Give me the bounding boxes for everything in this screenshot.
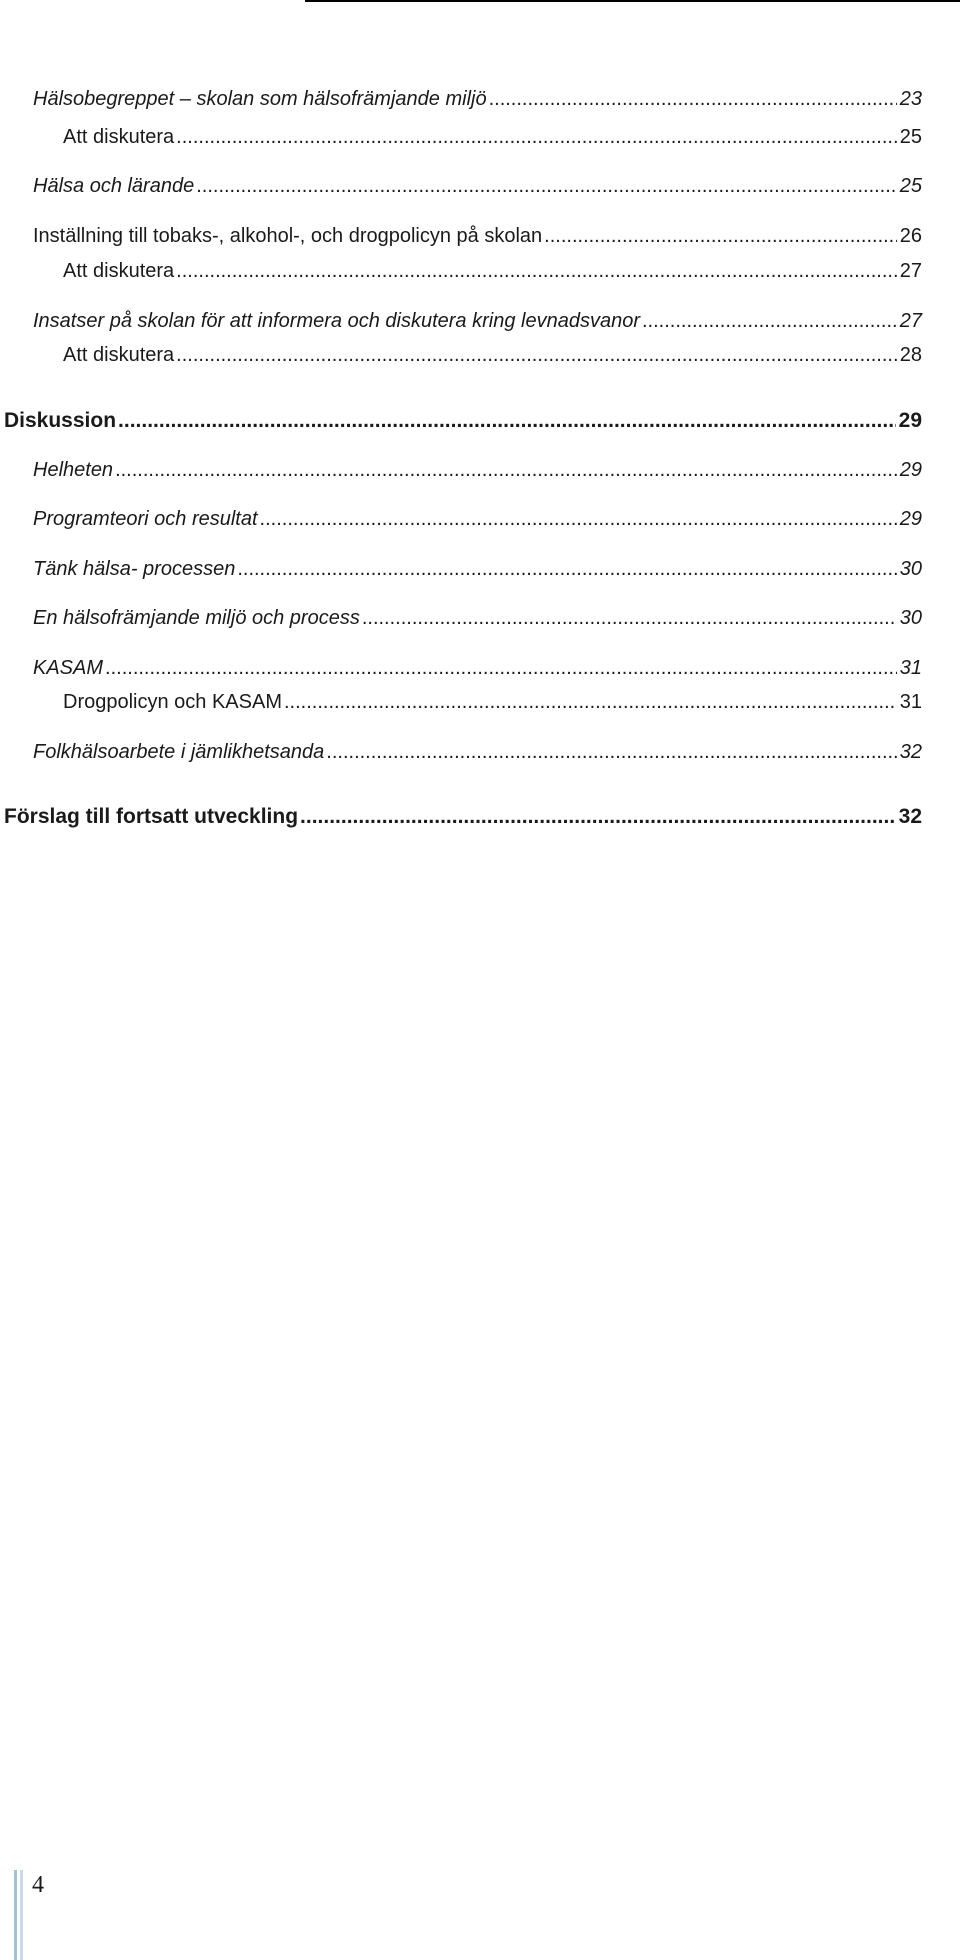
toc-entry[interactable]: [33, 742, 922, 762]
toc-entry-title: Helheten: [33, 459, 114, 481]
toc-entry-page: 25: [899, 175, 922, 197]
footer-accent-stripe: [14, 1870, 17, 1960]
toc-entry[interactable]: [4, 410, 922, 431]
toc-entry-title: Folkhälsoarbete i jämlikhetsanda: [33, 741, 325, 763]
toc-entry-title: Programteori och resultat: [33, 508, 258, 530]
toc-leader: [176, 261, 897, 281]
toc-entry-title: Drogpolicyn och KASAM: [63, 691, 282, 713]
toc-leader: [544, 226, 897, 246]
toc-entry-page: 27: [899, 260, 922, 282]
toc-entry[interactable]: [63, 692, 922, 712]
footer-accent-stripe: [20, 1870, 23, 1960]
toc-entry[interactable]: [33, 226, 922, 246]
toc-entry-page: 25: [899, 126, 922, 148]
toc-entry-page: 31: [899, 657, 922, 679]
toc-leader: [284, 692, 897, 712]
toc-entry-title: Diskussion: [4, 409, 117, 432]
toc-entry[interactable]: [33, 559, 922, 579]
toc-entry-page: 32: [899, 741, 922, 763]
toc-entry[interactable]: [63, 261, 922, 281]
toc-entry-page: 29: [899, 508, 922, 530]
page-number: 4: [32, 1872, 44, 1898]
toc-entry-title: Att diskutera: [63, 126, 175, 148]
toc-entry[interactable]: [33, 460, 922, 480]
toc-leader: [489, 89, 897, 109]
toc-leader: [237, 559, 896, 579]
toc-entry-page: 30: [899, 558, 922, 580]
footer-accent-bar: [14, 1870, 24, 1960]
toc-entry[interactable]: [63, 345, 922, 365]
toc-entry-page: 29: [898, 409, 922, 432]
toc-entry-title: Hälsobegreppet – skolan som hälsofrämjande miljö: [33, 88, 487, 110]
toc-entry-page: 29: [899, 459, 922, 481]
toc-leader: [642, 311, 897, 331]
toc-entry-title: Inställning till tobaks-, alkohol-, och drogpolicyn på skolan: [33, 225, 543, 247]
toc-entry-page: 26: [899, 225, 922, 247]
toc-leader: [118, 410, 896, 431]
toc-entry[interactable]: [33, 89, 922, 109]
toc-leader: [362, 608, 897, 628]
toc-leader: [176, 127, 897, 147]
toc-entry-page: 32: [898, 805, 922, 828]
toc-entry-title: En hälsofrämjande miljö och process: [33, 607, 360, 629]
toc-leader: [115, 460, 897, 480]
toc-entry-page: 31: [899, 691, 922, 713]
toc-entry-title: Hälsa och lärande: [33, 175, 195, 197]
toc-entry[interactable]: [33, 658, 922, 678]
toc-entry[interactable]: [33, 608, 922, 628]
toc-entry-page: 28: [899, 344, 922, 366]
toc-entry[interactable]: [4, 806, 922, 827]
toc-leader: [105, 658, 897, 678]
toc-entry-title: KASAM: [33, 657, 104, 679]
table-of-contents: [0, 0, 960, 900]
toc-leader: [196, 176, 897, 196]
toc-entry[interactable]: [33, 176, 922, 196]
toc-entry-page: 23: [899, 88, 922, 110]
toc-entry-page: 30: [899, 607, 922, 629]
toc-entry[interactable]: [63, 127, 922, 147]
toc-entry[interactable]: [33, 311, 922, 331]
toc-entry-title: Tänk hälsa- processen: [33, 558, 236, 580]
toc-entry-title: Att diskutera: [63, 344, 175, 366]
toc-entry[interactable]: [33, 509, 922, 529]
toc-leader: [260, 509, 897, 529]
toc-entry-title: Förslag till fortsatt utveckling: [4, 805, 299, 828]
toc-entry-title: Insatser på skolan för att informera och diskutera kring levnadsvanor: [33, 310, 640, 332]
toc-entry-title: Att diskutera: [63, 260, 175, 282]
toc-leader: [300, 806, 896, 827]
toc-entry-page: 27: [899, 310, 922, 332]
toc-leader: [326, 742, 896, 762]
toc-leader: [176, 345, 897, 365]
